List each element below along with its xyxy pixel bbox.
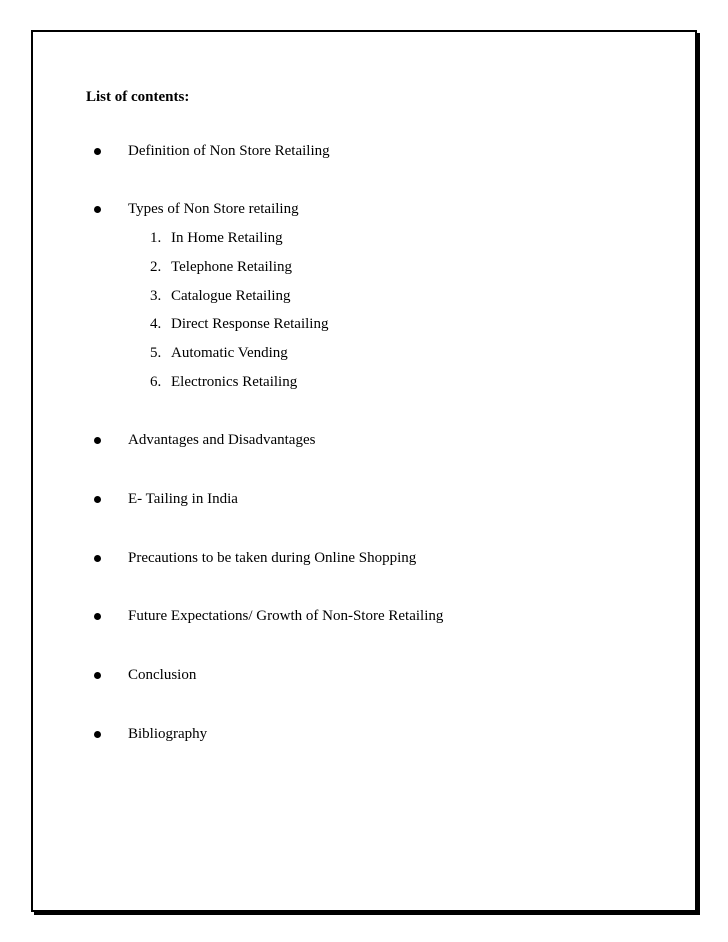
list-item-text: Precautions to be taken during Online Shopping	[128, 550, 417, 566]
sub-item-number: 1.	[150, 230, 162, 246]
bullet-icon	[94, 206, 101, 213]
list-item-text: Bibliography	[128, 726, 208, 742]
page-title: List of contents:	[86, 89, 190, 105]
bullet-icon	[94, 496, 101, 503]
page-border	[31, 30, 697, 912]
bullet-icon	[94, 148, 101, 155]
sub-item-number: 2.	[150, 259, 162, 275]
sub-item-text: Electronics Retailing	[171, 374, 298, 390]
bullet-icon	[94, 672, 101, 679]
sub-item-number: 3.	[150, 288, 162, 304]
list-item-text: Future Expectations/ Growth of Non-Store Retailing	[128, 608, 444, 624]
sub-item-text: In Home Retailing	[171, 230, 283, 246]
sub-item-text: Telephone Retailing	[171, 259, 292, 275]
bullet-icon	[94, 731, 101, 738]
bullet-icon	[94, 613, 101, 620]
bullet-icon	[94, 437, 101, 444]
sub-item-number: 5.	[150, 345, 162, 361]
list-item-text: Conclusion	[128, 667, 197, 683]
list-item-text: Definition of Non Store Retailing	[128, 143, 330, 159]
sub-item-number: 6.	[150, 374, 162, 390]
bullet-icon	[94, 555, 101, 562]
sub-item-text: Direct Response Retailing	[171, 316, 329, 332]
sub-item-number: 4.	[150, 316, 162, 332]
list-item-text: Advantages and Disadvantages	[128, 432, 316, 448]
list-item-text: Types of Non Store retailing	[128, 201, 299, 217]
list-item-text: E- Tailing in India	[128, 491, 238, 507]
sub-item-text: Automatic Vending	[171, 345, 288, 361]
sub-item-text: Catalogue Retailing	[171, 288, 291, 304]
